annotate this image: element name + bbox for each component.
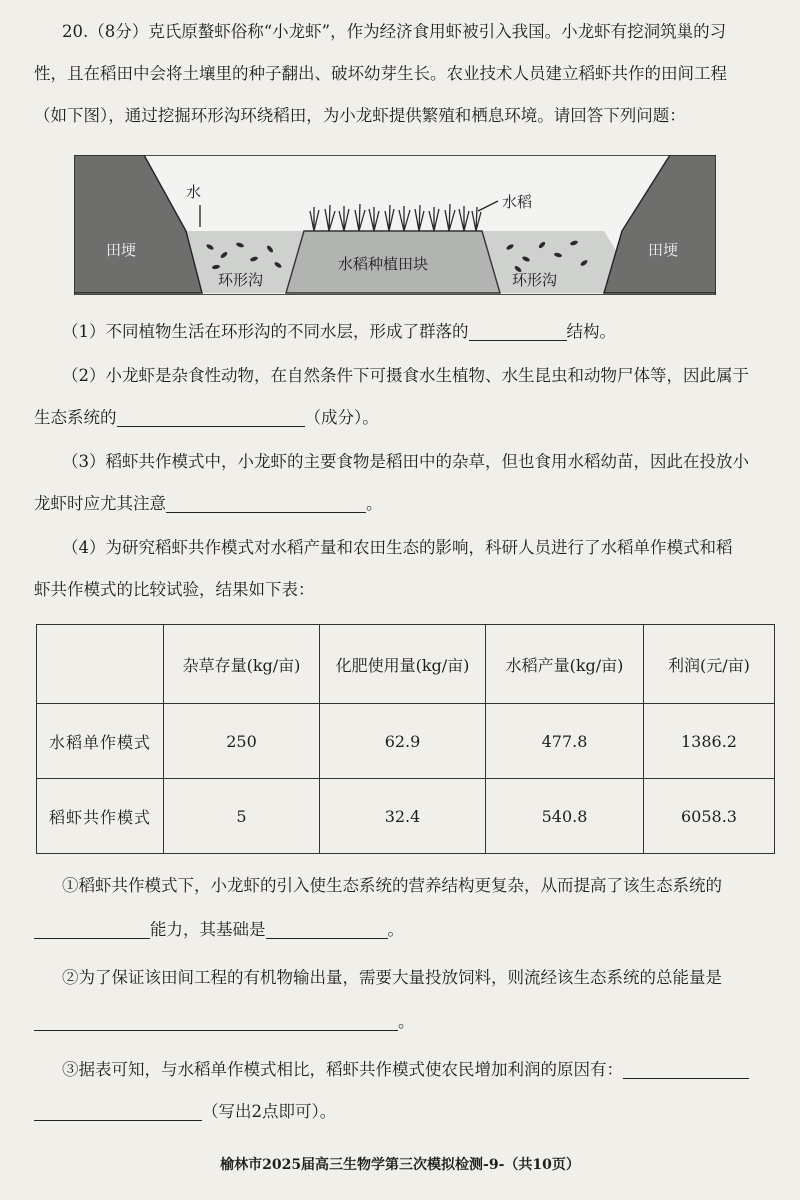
q3-text-before: 龙虾时应尤其注意	[34, 494, 166, 513]
page-footer: 榆林市2025届高三生物学第三次模拟检测-9-（共10页）	[220, 1157, 580, 1173]
sub3-answer-blank-1[interactable]	[623, 1060, 749, 1079]
field-diagram-svg	[74, 155, 716, 295]
sub2-answer-blank[interactable]	[34, 1012, 398, 1031]
table-cell: 477.8	[486, 704, 644, 779]
q2-line-2	[34, 406, 774, 430]
table-header-row	[37, 625, 775, 704]
q2-answer-blank[interactable]	[117, 408, 305, 427]
q4-line-1: （4）为研究稻虾共作模式对水稻产量和农田生态的影响，科研人员进行了水稻单作模式和稻	[62, 538, 733, 557]
table-row-label: 稻虾共作模式	[37, 779, 164, 854]
table-cell: 32.4	[320, 779, 486, 854]
sub3-line-2	[34, 1100, 774, 1124]
label-bank-left: 田埂	[106, 241, 137, 259]
sub3-text: ③据表可知，与水稻单作模式相比，稻虾共作模式使农民增加利润的原因有：	[62, 1060, 623, 1079]
table-header-cell: 杂草存量(kg/亩)	[164, 625, 320, 704]
table-row-label: 水稻单作模式	[37, 704, 164, 779]
intro-line-1: 20.（8分）克氏原螯虾俗称“小龙虾”，作为经济食用虾被引入我国。小龙虾有挖洞筑巢的习	[62, 22, 727, 41]
label-water: 水	[186, 183, 202, 201]
table-header-cell: 水稻产量(kg/亩)	[486, 625, 644, 704]
table-header-cell: 利润(元/亩)	[644, 625, 775, 704]
q2-text-before: 生态系统的	[34, 408, 117, 427]
q2-text-after: （成分）。	[304, 408, 379, 427]
table-header-cell	[37, 625, 164, 704]
table-row	[37, 779, 775, 854]
sub2-line-2	[34, 1010, 774, 1034]
sub1-answer-blank-1[interactable]	[34, 920, 150, 939]
q4-line-2: 虾共作模式的比较试验，结果如下表：	[34, 580, 315, 599]
table-cell: 62.9	[320, 704, 486, 779]
q1-answer-blank[interactable]	[469, 322, 567, 341]
q3-answer-blank[interactable]	[166, 494, 366, 513]
sub2-text-end: 。	[398, 1012, 415, 1031]
q3-line-1: （3）稻虾共作模式中，小龙虾的主要食物是稻田中的杂草，但也食用水稻幼苗，因此在投放小	[62, 452, 749, 471]
label-ditch-right: 环形沟	[512, 271, 558, 289]
q3-text-after: 。	[366, 494, 383, 513]
sub1-text-end: 。	[387, 920, 404, 939]
results-table	[36, 624, 775, 854]
sub2-line-1: ②为了保证该田间工程的有机物输出量，需要大量投放饲料，则流经该生态系统的总能量是	[62, 968, 722, 987]
sub1-answer-blank-2[interactable]	[266, 920, 388, 939]
table-cell: 250	[164, 704, 320, 779]
sub3-answer-blank-2[interactable]	[34, 1102, 202, 1121]
intro-line-2: 性，且在稻田中会将土壤里的种子翻出、破坏幼芽生长。农业技术人员建立稻虾共作的田间工程	[34, 64, 727, 83]
sub3-line-1	[62, 1058, 774, 1082]
q1-text-after: 结构。	[566, 322, 616, 341]
label-field-block: 水稻种植田块	[338, 255, 429, 273]
table-row	[37, 704, 775, 779]
field-cross-section-diagram	[74, 155, 716, 295]
table-header-cell: 化肥使用量(kg/亩)	[320, 625, 486, 704]
sub1-line-1: ①稻虾共作模式下，小龙虾的引入使生态系统的营养结构更复杂，从而提高了该生态系统的	[62, 876, 722, 895]
table-cell: 5	[164, 779, 320, 854]
label-bank-right: 田埂	[648, 241, 679, 259]
table-cell: 540.8	[486, 779, 644, 854]
table-cell: 6058.3	[644, 779, 775, 854]
sub3-text-end: （写出2点即可）。	[202, 1102, 337, 1121]
table-cell: 1386.2	[644, 704, 775, 779]
q1-line	[62, 320, 774, 344]
label-rice: 水稻	[502, 193, 533, 211]
intro-line-3: （如下图），通过挖掘环形沟环绕稻田，为小龙虾提供繁殖和栖息环境。请回答下列问题：	[34, 106, 686, 125]
sub1-line-2	[34, 918, 774, 942]
label-ditch-left: 环形沟	[218, 271, 264, 289]
sub1-text-mid: 能力，其基础是	[150, 920, 266, 939]
q3-line-2	[34, 492, 774, 516]
q1-text-before: （1）不同植物生活在环形沟的不同水层，形成了群落的	[62, 322, 469, 341]
q2-line-1: （2）小龙虾是杂食性动物，在自然条件下可摄食水生植物、水生昆虫和动物尸体等，因此属于	[62, 366, 749, 385]
